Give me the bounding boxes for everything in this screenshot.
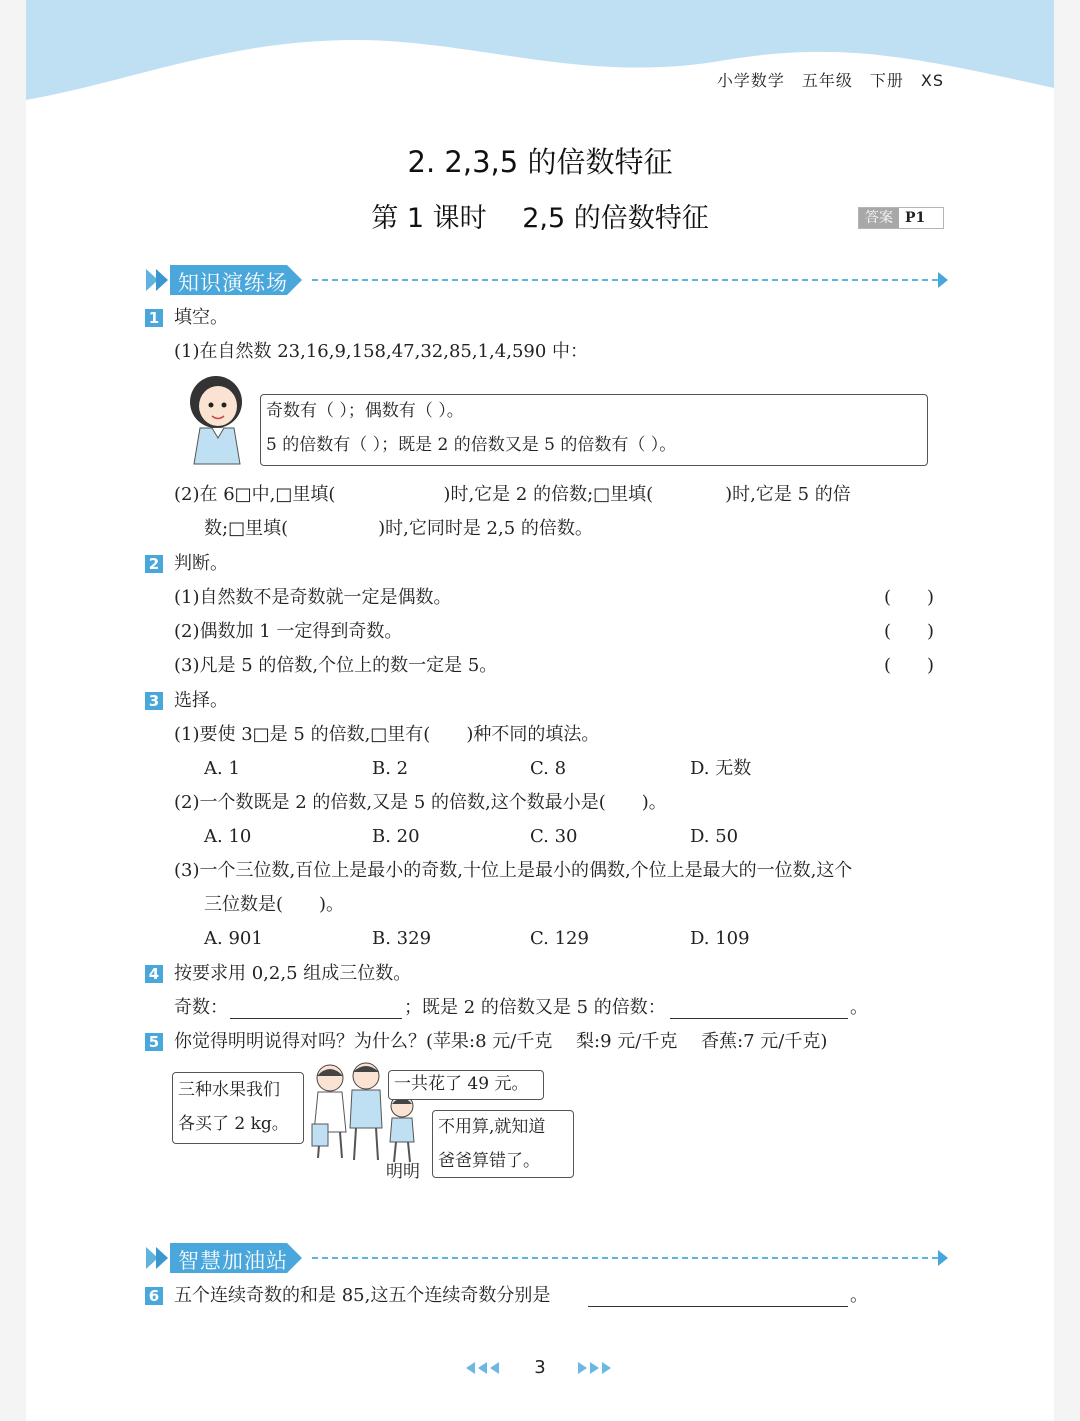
q2-item: (1)自然数不是奇数就一定是偶数。 [174, 587, 452, 608]
q3-sub3-line1: (3)一个三位数,百位上是最小的奇数,十位上是最小的偶数,个位上是最大的一位数,这个 [174, 860, 853, 881]
q3-sub2: (2)一个数既是 2 的倍数,又是 5 的倍数,这个数最小是( )。 [174, 792, 667, 813]
bubble-c-line2: 爸爸算错了。 [438, 1151, 540, 1171]
q1-title: 填空。 [174, 307, 228, 328]
q4-end: 。 [850, 997, 868, 1018]
question-number-5: 5 [145, 1033, 163, 1051]
q3-sub1: (1)要使 3□是 5 的倍数,□里有( )种不同的填法。 [174, 724, 600, 745]
bubble-line-multiples: 5 的倍数有（ ）；既是 2 的倍数又是 5 的倍数有（ ）。 [266, 435, 677, 455]
option-d[interactable]: D. 无数 [690, 758, 752, 779]
q1-part2-line2: 数;□里填( )时,它同时是 2,5 的倍数。 [204, 518, 593, 539]
subject-info: 小学数学 五年级 下册 XS [716, 71, 944, 90]
next-page-icon [578, 1362, 611, 1374]
answer-badge-label: 答案 [859, 208, 899, 228]
option-c[interactable]: C. 30 [530, 826, 578, 847]
answer-paren[interactable]: ( ) [884, 587, 935, 608]
q6-title: 五个连续奇数的和是 85,这五个连续奇数分别是 [174, 1285, 551, 1306]
section-divider [312, 1257, 938, 1259]
arrow-right-icon [938, 1250, 948, 1266]
q3-sub3-line2: 三位数是( )。 [204, 894, 345, 915]
section-title-practice: 知识演练场 [178, 271, 288, 295]
bubble-line-odd-even: 奇数有（ ）；偶数有（ ）。 [266, 401, 464, 421]
q2-title: 判断。 [174, 553, 228, 574]
option-b[interactable]: B. 329 [372, 928, 432, 949]
q5-title: 你觉得明明说得对吗？为什么？(苹果:8 元/千克 梨:9 元/千克 香蕉:7 元/千克) [174, 1031, 828, 1052]
question-number-1: 1 [145, 309, 163, 327]
question-number-3: 3 [145, 692, 163, 710]
q1-part1: (1)在自然数 23,16,9,158,47,32,85,1,4,590 中： [174, 341, 589, 362]
girl-illustration [182, 372, 252, 472]
section-header-practice [142, 265, 948, 295]
answer-paren[interactable]: ( ) [884, 621, 935, 642]
q2-item: (3)凡是 5 的倍数,个位上的数一定是 5。 [174, 655, 498, 676]
bubble-c-line1: 不用算,就知道 [438, 1117, 546, 1137]
q4-odd-label: 奇数： [174, 997, 228, 1018]
answer-badge [858, 207, 944, 229]
option-a[interactable]: A. 901 [204, 928, 263, 949]
option-a[interactable]: A. 10 [204, 826, 252, 847]
option-b[interactable]: B. 2 [372, 758, 409, 779]
arrow-right-icon [938, 272, 948, 288]
q3-title: 选择。 [174, 690, 228, 711]
option-c[interactable]: C. 129 [530, 928, 589, 949]
answer-paren[interactable]: ( ) [884, 655, 935, 676]
option-d[interactable]: D. 50 [690, 826, 739, 847]
q4-title: 按要求用 0,2,5 组成三位数。 [174, 963, 412, 984]
page-number: 3 [534, 1357, 546, 1378]
header-wave [26, 0, 1054, 110]
q6-end: 。 [850, 1285, 868, 1306]
bubble-a-line1: 三种水果我们 [178, 1080, 280, 1100]
q4-both-label: ；既是 2 的倍数又是 5 的倍数： [404, 997, 666, 1018]
chapter-title: 2. 2,3,5 的倍数特征 [407, 145, 673, 179]
section-divider [312, 279, 938, 281]
question-number-4: 4 [145, 965, 163, 983]
q1-part2-line1: (2)在 6□中,□里填( )时,它是 2 的倍数;□里填( )时,它是 5 的倍 [174, 484, 851, 505]
worksheet-page [26, 0, 1054, 1421]
bubble-a-line2: 各买了 2 kg。 [178, 1114, 289, 1134]
character-name: 明明 [386, 1162, 420, 1182]
lesson-title: 第 1 课时 2,5 的倍数特征 [371, 203, 709, 234]
question-number-6: 6 [145, 1287, 163, 1305]
option-c[interactable]: C. 8 [530, 758, 567, 779]
answer-line-both[interactable] [670, 1018, 848, 1019]
section-title-bonus: 智慧加油站 [178, 1249, 288, 1273]
q2-item: (2)偶数加 1 一定得到奇数。 [174, 621, 403, 642]
option-b[interactable]: B. 20 [372, 826, 420, 847]
answer-badge-page: P1 [905, 210, 926, 226]
question-number-2: 2 [145, 555, 163, 573]
option-d[interactable]: D. 109 [690, 928, 750, 949]
option-a[interactable]: A. 1 [204, 758, 240, 779]
section-header-bonus [142, 1243, 948, 1273]
answer-line-odd[interactable] [230, 1018, 402, 1019]
answer-line-q6[interactable] [588, 1306, 848, 1307]
bubble-b: 一共花了 49 元。 [394, 1074, 529, 1094]
